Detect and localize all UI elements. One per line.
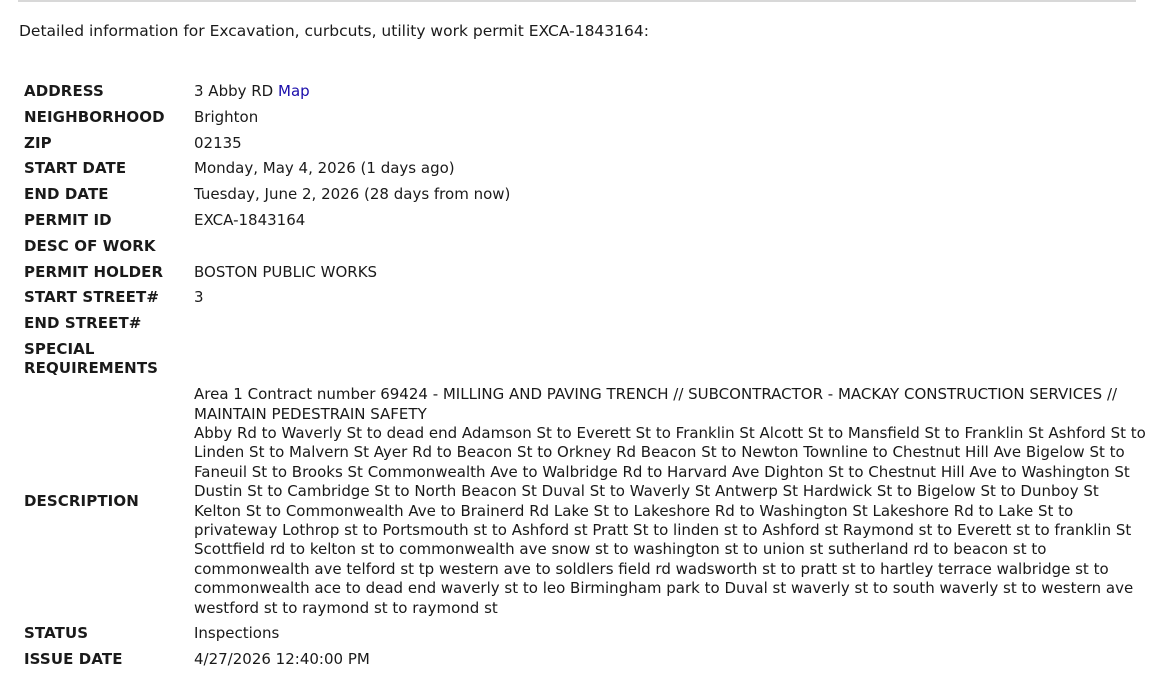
- row-desc-of-work: [20, 235, 1152, 261]
- label-issue-date: ISSUE DATE: [24, 650, 123, 669]
- row-status: [20, 622, 1152, 648]
- row-end-street: [20, 312, 1152, 338]
- permit-details-table: [20, 80, 1152, 674]
- value-start-street: 3: [194, 288, 204, 307]
- map-link[interactable]: Map: [278, 82, 310, 100]
- row-neighborhood: [20, 106, 1152, 132]
- label-zip: ZIP: [24, 133, 52, 152]
- value-permit-id: EXCA-1843164: [194, 210, 306, 229]
- label-status: STATUS: [24, 624, 89, 643]
- row-permit-id: [20, 209, 1152, 235]
- row-end-date: [20, 183, 1152, 209]
- value-desc-of-work: [186, 235, 1152, 261]
- value-end-street: [186, 312, 1152, 338]
- value-address: 3 Abby RD: [194, 82, 274, 100]
- description-streets: Abby Rd to Waverly St to dead end Adamson St to Everett St to Franklin St Alcott St to Mansfield St to Franklin St Ashford St to Linden St to Malvern St Ayer Rd to Beacon St to Orkney Rd Beacon St to Newton Townline to Chestnut Hill Ave Bigelow St to Faneuil St to Brooks St Commonwealth Ave to Walbridge Rd to Harvard Ave Dighton St to Chestnut Hill Ave to Washington St Dustin St to Cambridge St to North Beacon St Duval St to Waverly St Antwerp St Hardwick St to Bigelow St to Dunboy St Kelton St to Commonwealth Ave to Brainerd Rd Lake St to Lakeshore Rd to Washington St Lakeshore Rd to Lake St to privateway Lothrop st to Portsmouth st to Ashford st Pratt St to linden st to Ashford st Raymond st to Everett st to franklin St Scottfield rd to kelton st to commonwealth ave snow st to washington st to union st sutherland rd to beacon st to commonwealth ave telford st tp western ave to soldlers field rd wadsworth st to pratt st to hartley terrace walbridge st to commonwealth ace to dead end waverly st to leo Birmingham park to Duval st waverly st to south waverly st to western ave westford st to raymond st to raymond st: [194, 423, 1146, 617]
- row-address: [20, 80, 1152, 106]
- row-permit-holder: [20, 261, 1152, 287]
- value-description: [186, 383, 1152, 622]
- label-permit-id: PERMIT ID: [24, 210, 112, 229]
- value-neighborhood: Brighton: [194, 107, 259, 126]
- label-desc-of-work: DESC OF WORK: [24, 236, 156, 255]
- row-special-requirements: [20, 338, 1152, 383]
- value-end-date: Tuesday, June 2, 2026 (28 days from now): [194, 185, 511, 204]
- label-permit-holder: PERMIT HOLDER: [24, 262, 164, 281]
- label-end-date: END DATE: [24, 185, 109, 204]
- page-heading: Detailed information for Excavation, curbcuts, utility work permit EXCA-1843164:: [19, 22, 649, 40]
- row-issue-date: [20, 648, 1152, 674]
- value-status: Inspections: [194, 624, 280, 643]
- label-end-street: END STREET#: [24, 314, 142, 333]
- label-address: ADDRESS: [24, 82, 104, 100]
- row-start-street: [20, 286, 1152, 312]
- row-description: [20, 383, 1152, 622]
- row-zip: [20, 132, 1152, 158]
- value-zip: 02135: [194, 133, 242, 152]
- label-neighborhood: NEIGHBORHOOD: [24, 107, 165, 126]
- value-issue-date: 4/27/2026 12:40:00 PM: [194, 650, 370, 669]
- label-start-date: START DATE: [24, 159, 127, 178]
- label-special-requirements: SPECIAL REQUIREMENTS: [24, 339, 159, 378]
- label-start-street: START STREET#: [24, 288, 159, 307]
- value-address-cell: [186, 80, 1152, 106]
- value-start-date: Monday, May 4, 2026 (1 days ago): [194, 159, 455, 178]
- top-divider: [18, 0, 1136, 2]
- row-start-date: [20, 157, 1152, 183]
- description-summary: Area 1 Contract number 69424 - MILLING AND PAVING TRENCH // SUBCONTRACTOR - MACKAY CONSTRUCTION SERVICES // MAINTAIN PEDESTRAIN SAFETY: [194, 385, 1118, 423]
- value-permit-holder: BOSTON PUBLIC WORKS: [194, 262, 378, 281]
- value-special-requirements: [186, 338, 1152, 383]
- label-description: DESCRIPTION: [24, 491, 139, 510]
